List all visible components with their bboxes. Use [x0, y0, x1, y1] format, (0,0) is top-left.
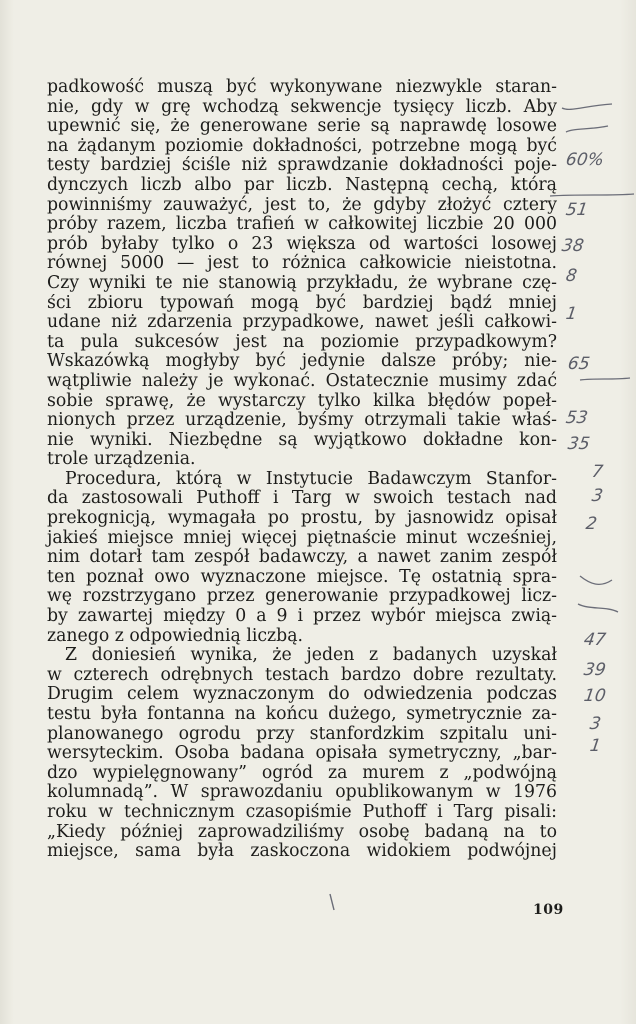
margin-note: 65 [566, 354, 592, 374]
text-line: kolumnadą”. W sprawozdaniu opublikowanym w 1976 [47, 782, 557, 803]
text-line: nie, gdy w grę wchodzą sekwencje tysięcy liczb. Aby [47, 96, 557, 117]
margin-note: 3 [590, 486, 605, 506]
text-line: zanego z odpowiednią liczbą. [47, 625, 304, 646]
text-line: Czy wyniki te nie stanowią przykładu, że wybrane czę- [47, 272, 557, 293]
margin-note: 10 [582, 686, 608, 706]
margin-note: 8 [564, 266, 579, 286]
text-line: Z doniesień wynika, że jeden z badanych uzyskał [65, 645, 557, 666]
text-line: Drugim celem wyznaczonym do odwiedzenia podczas [47, 684, 557, 705]
text-line: udane niż zdarzenia przypadkowe, nawet jeśli całkowi- [47, 312, 557, 333]
margin-note: 38 [560, 236, 586, 256]
text-line: nim dotarł tam zespół badawczy, a nawet zanim zespół [47, 547, 557, 568]
margin-note: 53 [564, 408, 590, 428]
margin-note: 35 [566, 434, 592, 454]
text-line: trole urządzenia. [47, 449, 196, 470]
text-line: Procedura, którą w Instytucie Badawczym Stanfor- [65, 468, 557, 489]
margin-note: 1 [588, 736, 603, 756]
margin-note: 39 [582, 660, 608, 680]
text-line: jakieś miejsce mniej więcej piętnaście minut wcześniej, [47, 527, 557, 548]
text-line: miejsce, sama była zaskoczona widokiem podwójnej [47, 841, 557, 862]
text-line: planowanego ogrodu przy stanfordzkim szpitalu uni- [47, 723, 557, 744]
text-line: nionych przez urządzenie, byśmy otrzymali takie właś- [47, 410, 557, 431]
paragraph-2 [47, 470, 557, 646]
text-line: testy bardziej ściśle niż sprawdzanie dokładności poje- [47, 155, 557, 176]
text-line: „Kiedy później zaprowadziliśmy osobę badaną na to [47, 821, 557, 842]
text-line: próby razem, liczba trafień w całkowitej liczbie 20 000 [47, 214, 557, 235]
margin-note: 1 [564, 304, 579, 324]
margin-note: 2 [584, 514, 599, 534]
pen-stroke-mark [580, 378, 630, 380]
text-line: równej 5000 — jest to różnica całkowicie nieistotna. [47, 253, 557, 274]
margin-note: 51 [564, 200, 590, 220]
text-line: roku w technicznym czasopiśmie Puthoff i Targ pisali: [47, 801, 557, 822]
text-line: wę rozstrzygano przez generowanie przypadkowej licz- [47, 586, 557, 607]
text-line: upewnić się, że generowane serie są naprawdę losowe [47, 116, 557, 137]
margin-note: 3 [588, 714, 603, 734]
paragraph-3 [47, 646, 557, 862]
text-line: dynczych liczb albo par liczb. Następną cechą, którą [47, 174, 557, 195]
pen-stroke-mark [578, 576, 618, 612]
pen-stroke-mark [562, 104, 612, 109]
text-line: na żądanym poziomie dokładności, potrzebne mogą być [47, 135, 557, 156]
page-number: 109 [533, 902, 564, 918]
text-line: powinniśmy zauważyć, jest to, że gdyby złożyć cztery [47, 194, 557, 215]
text-line: testu była fontanna na końcu dużego, symetrycznie za- [47, 704, 557, 724]
pen-stroke-mark [566, 126, 608, 132]
text-line: sobie sprawę, że wystarczy tylko kilka błędów popeł- [47, 390, 557, 411]
text-line: ten poznał owo wyznaczone miejsce. Tę ostatnią spra- [47, 566, 557, 587]
text-line: padkowość muszą być wykonywane niezwykle staran- [47, 77, 557, 97]
text-line: wątpliwie należy je wykonać. Ostatecznie musimy zdać [47, 370, 557, 391]
paragraph-1 [47, 78, 557, 470]
text-line: prekognicją, wymagała po prostu, by jasnowidz opisał [47, 508, 557, 529]
text-line: prób byłaby tylko o 23 większa od wartości losowej [47, 233, 557, 254]
text-line: nie wyniki. Niezbędne są wyjątkowo dokładne kon- [47, 429, 557, 450]
text-line: wersyteckim. Osoba badana opisała symetryczny, „bar- [47, 743, 557, 764]
body-text [47, 78, 557, 862]
text-line: w czterech odrębnych testach bardzo dobre rezultaty. [47, 664, 557, 685]
pen-stroke-mark [330, 894, 334, 910]
text-line: dzo wypielęgnowany” ogród za murem z „podwójną [47, 762, 557, 783]
text-line: Wskazówką mogłyby być jedynie dalsze próby; nie- [47, 351, 557, 372]
margin-note: 7 [590, 462, 605, 482]
margin-note: 60% [564, 150, 606, 170]
text-line: da zastosowali Puthoff i Targ w swoich testach nad [47, 488, 557, 509]
text-line: by zawartej między 0 a 9 i przez wybór miejsca zwią- [47, 606, 557, 627]
margin-note: 47 [582, 630, 608, 650]
text-line: ta pula sukcesów jest na poziomie przypadkowym? [47, 331, 557, 352]
text-line: ści zbioru typowań mogą być bardziej bądź mniej [47, 292, 557, 313]
pen-stroke-mark [550, 194, 634, 196]
